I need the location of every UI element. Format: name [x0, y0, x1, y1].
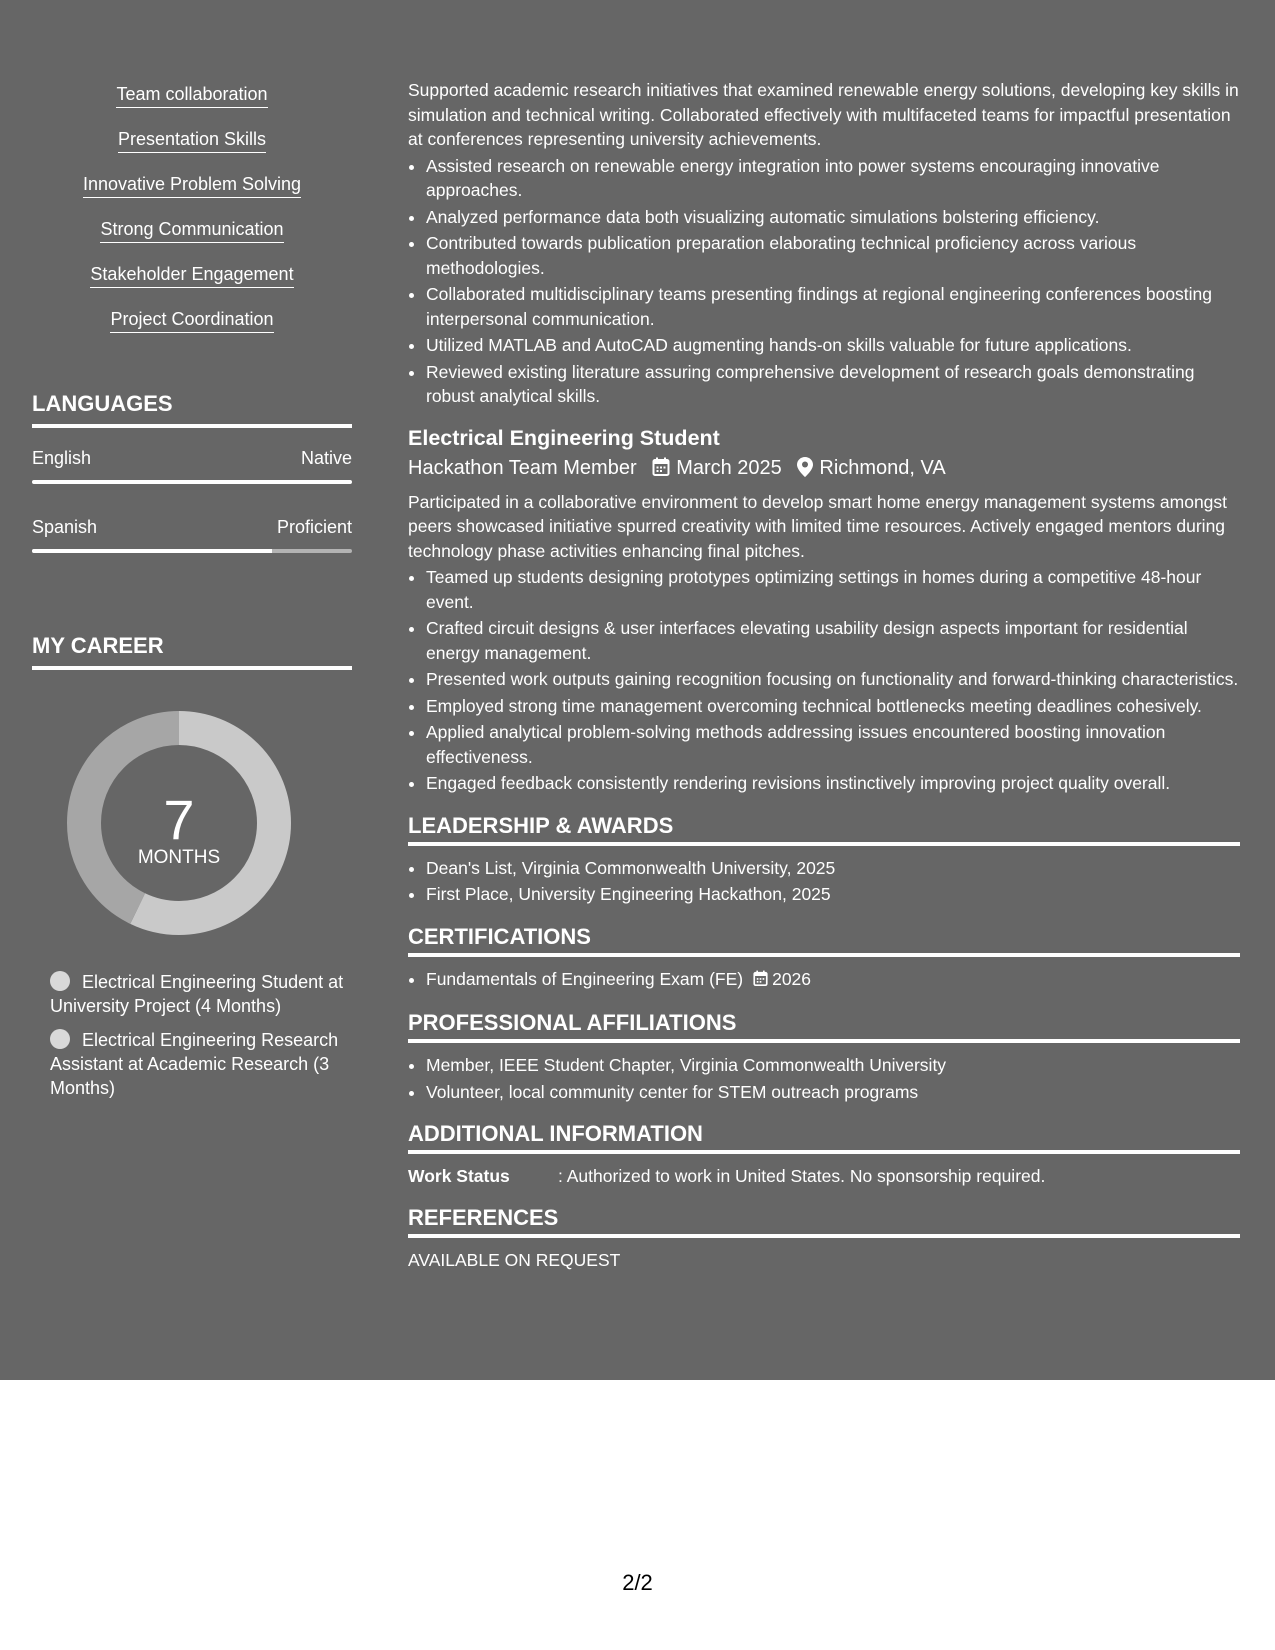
bullet-item: • Dean's List, Virginia Commonwealth University, 2025 — [426, 856, 1240, 881]
certifications-list — [408, 967, 1240, 994]
additional-info-heading: ADDITIONAL INFORMATION — [408, 1120, 1240, 1154]
language-level: Native — [300, 448, 352, 468]
page-number: 2/2 — [622, 1570, 653, 1595]
location-pin-icon — [797, 456, 813, 486]
bullet-item: • Contributed towards publication preparation elaborating technical proficiency across various methodologies. — [426, 231, 1240, 280]
job-role: Hackathon Team Member — [408, 456, 637, 479]
bullet-item: • Assisted research on renewable energy integration into power systems encouraging innovative approaches. — [426, 154, 1240, 203]
certification-year: 2026 — [772, 968, 812, 989]
bullet-item: • Utilized MATLAB and AutoCAD augmenting hands-on skills valuable for future applications. — [426, 333, 1240, 358]
languages-heading: LANGUAGES — [32, 390, 352, 428]
affiliations-heading: PROFESSIONAL AFFILIATIONS — [408, 1009, 1240, 1043]
career-legend — [50, 970, 350, 1110]
affiliations-list — [408, 1053, 1240, 1104]
career-legend-label: Electrical Engineering Research Assistant at Academic Research (3 Months) — [50, 1030, 339, 1098]
bullet-item: • Presented work outputs gaining recognition focusing on functionality and forward-thinking characteristics. — [426, 667, 1240, 692]
language-level: Proficient — [276, 517, 352, 537]
work-status-label: Work Status — [408, 1166, 510, 1186]
skill-item: Strong Communication — [100, 217, 283, 243]
language-bar-fill — [32, 549, 272, 553]
bullet-item: • Volunteer, local community center for STEM outreach programs — [426, 1080, 1240, 1105]
certification-name: Fundamentals of Engineering Exam (FE) — [426, 968, 744, 989]
certifications-heading: CERTIFICATIONS — [408, 923, 1240, 957]
bullet-item: • Member, IEEE Student Chapter, Virginia Commonwealth University — [426, 1053, 1240, 1078]
bullet-item: • Collaborated multidisciplinary teams presenting findings at regional engineering conferences boosting interpersonal communication. — [426, 282, 1240, 331]
right-column — [408, 78, 1240, 1273]
skill-item: Project Coordination — [110, 307, 273, 333]
skill-item: Presentation Skills — [118, 127, 266, 153]
experience-summary: Participated in a collaborative environment to develop smart home energy management systems amongst peers showcased initiative spurred creativity with limited time resources. Actively engaged mentors during technology phase activities enhancing final pitches. — [408, 491, 1228, 561]
legend-dot-icon — [50, 971, 70, 991]
work-status-value: : Authorized to work in United States. No sponsorship required. — [558, 1166, 1046, 1186]
bullet-item: • Teamed up students designing prototypes optimizing settings in homes during a competitive 48-hour event. — [426, 565, 1240, 614]
bullet-item: • Employed strong time management overcoming technical bottlenecks meeting deadlines cohesively. — [426, 694, 1240, 719]
references-heading: REFERENCES — [408, 1204, 1240, 1238]
career-total-number: 7 — [163, 788, 195, 851]
experience-summary: Supported academic research initiatives that examined renewable energy solutions, developing key skills in simulation and technical writing. Collaborated effectively with multifaceted teams for impactful presentation at conferences representing university achievements. — [408, 80, 1239, 149]
career-total-unit: MONTHS — [137, 847, 221, 868]
experience-bullets — [408, 154, 1240, 409]
career-heading: MY CAREER — [32, 632, 352, 670]
leadership-heading: LEADERSHIP & AWARDS — [408, 812, 1240, 846]
skills-list — [32, 82, 352, 352]
bullet-item: • First Place, University Engineering Hackathon, 2025 — [426, 882, 1240, 907]
bullet-item: • Engaged feedback consistently rendering revisions instinctively improving project quality overall. — [426, 771, 1240, 796]
bullet-item: • Applied analytical problem-solving methods addressing issues encountered boosting innovation effectiveness. — [426, 720, 1240, 769]
bullet-item: • Reviewed existing literature assuring comprehensive development of research goals demonstrating robust analytical skills. — [426, 360, 1240, 409]
skill-item: Team collaboration — [116, 82, 267, 108]
language-bar-fill — [32, 480, 352, 484]
experience-bullets — [408, 565, 1240, 796]
calendar-icon — [652, 456, 670, 486]
certification-item — [426, 967, 1240, 994]
job-meta — [408, 453, 1240, 486]
references-text: AVAILABLE ON REQUEST — [408, 1250, 621, 1270]
language-name: English — [32, 448, 92, 468]
career-legend-item — [50, 970, 350, 1018]
language-bar-spanish — [32, 549, 352, 553]
language-name: Spanish — [32, 517, 98, 537]
language-row-english — [32, 448, 352, 472]
legend-dot-icon — [50, 1029, 70, 1049]
job-title: Electrical Engineering Student — [408, 425, 720, 450]
skill-item: Stakeholder Engagement — [90, 262, 293, 288]
bullet-item: • Analyzed performance data both visualizing automatic simulations bolstering efficiency. — [426, 205, 1240, 230]
job-location: Richmond, VA — [819, 456, 946, 479]
work-status-row — [408, 1164, 1240, 1188]
career-donut-chart — [67, 711, 291, 935]
skill-item: Innovative Problem Solving — [83, 172, 301, 198]
calendar-icon — [753, 969, 768, 994]
job-date: March 2025 — [676, 456, 782, 479]
language-bar-english — [32, 480, 352, 484]
leadership-list — [408, 856, 1240, 907]
career-legend-label: Electrical Engineering Student at University Project (4 Months) — [50, 972, 344, 1016]
career-legend-item — [50, 1028, 350, 1100]
language-row-spanish — [32, 517, 352, 541]
bullet-item: • Crafted circuit designs & user interfaces elevating usability design aspects important for residential energy management. — [426, 616, 1240, 665]
